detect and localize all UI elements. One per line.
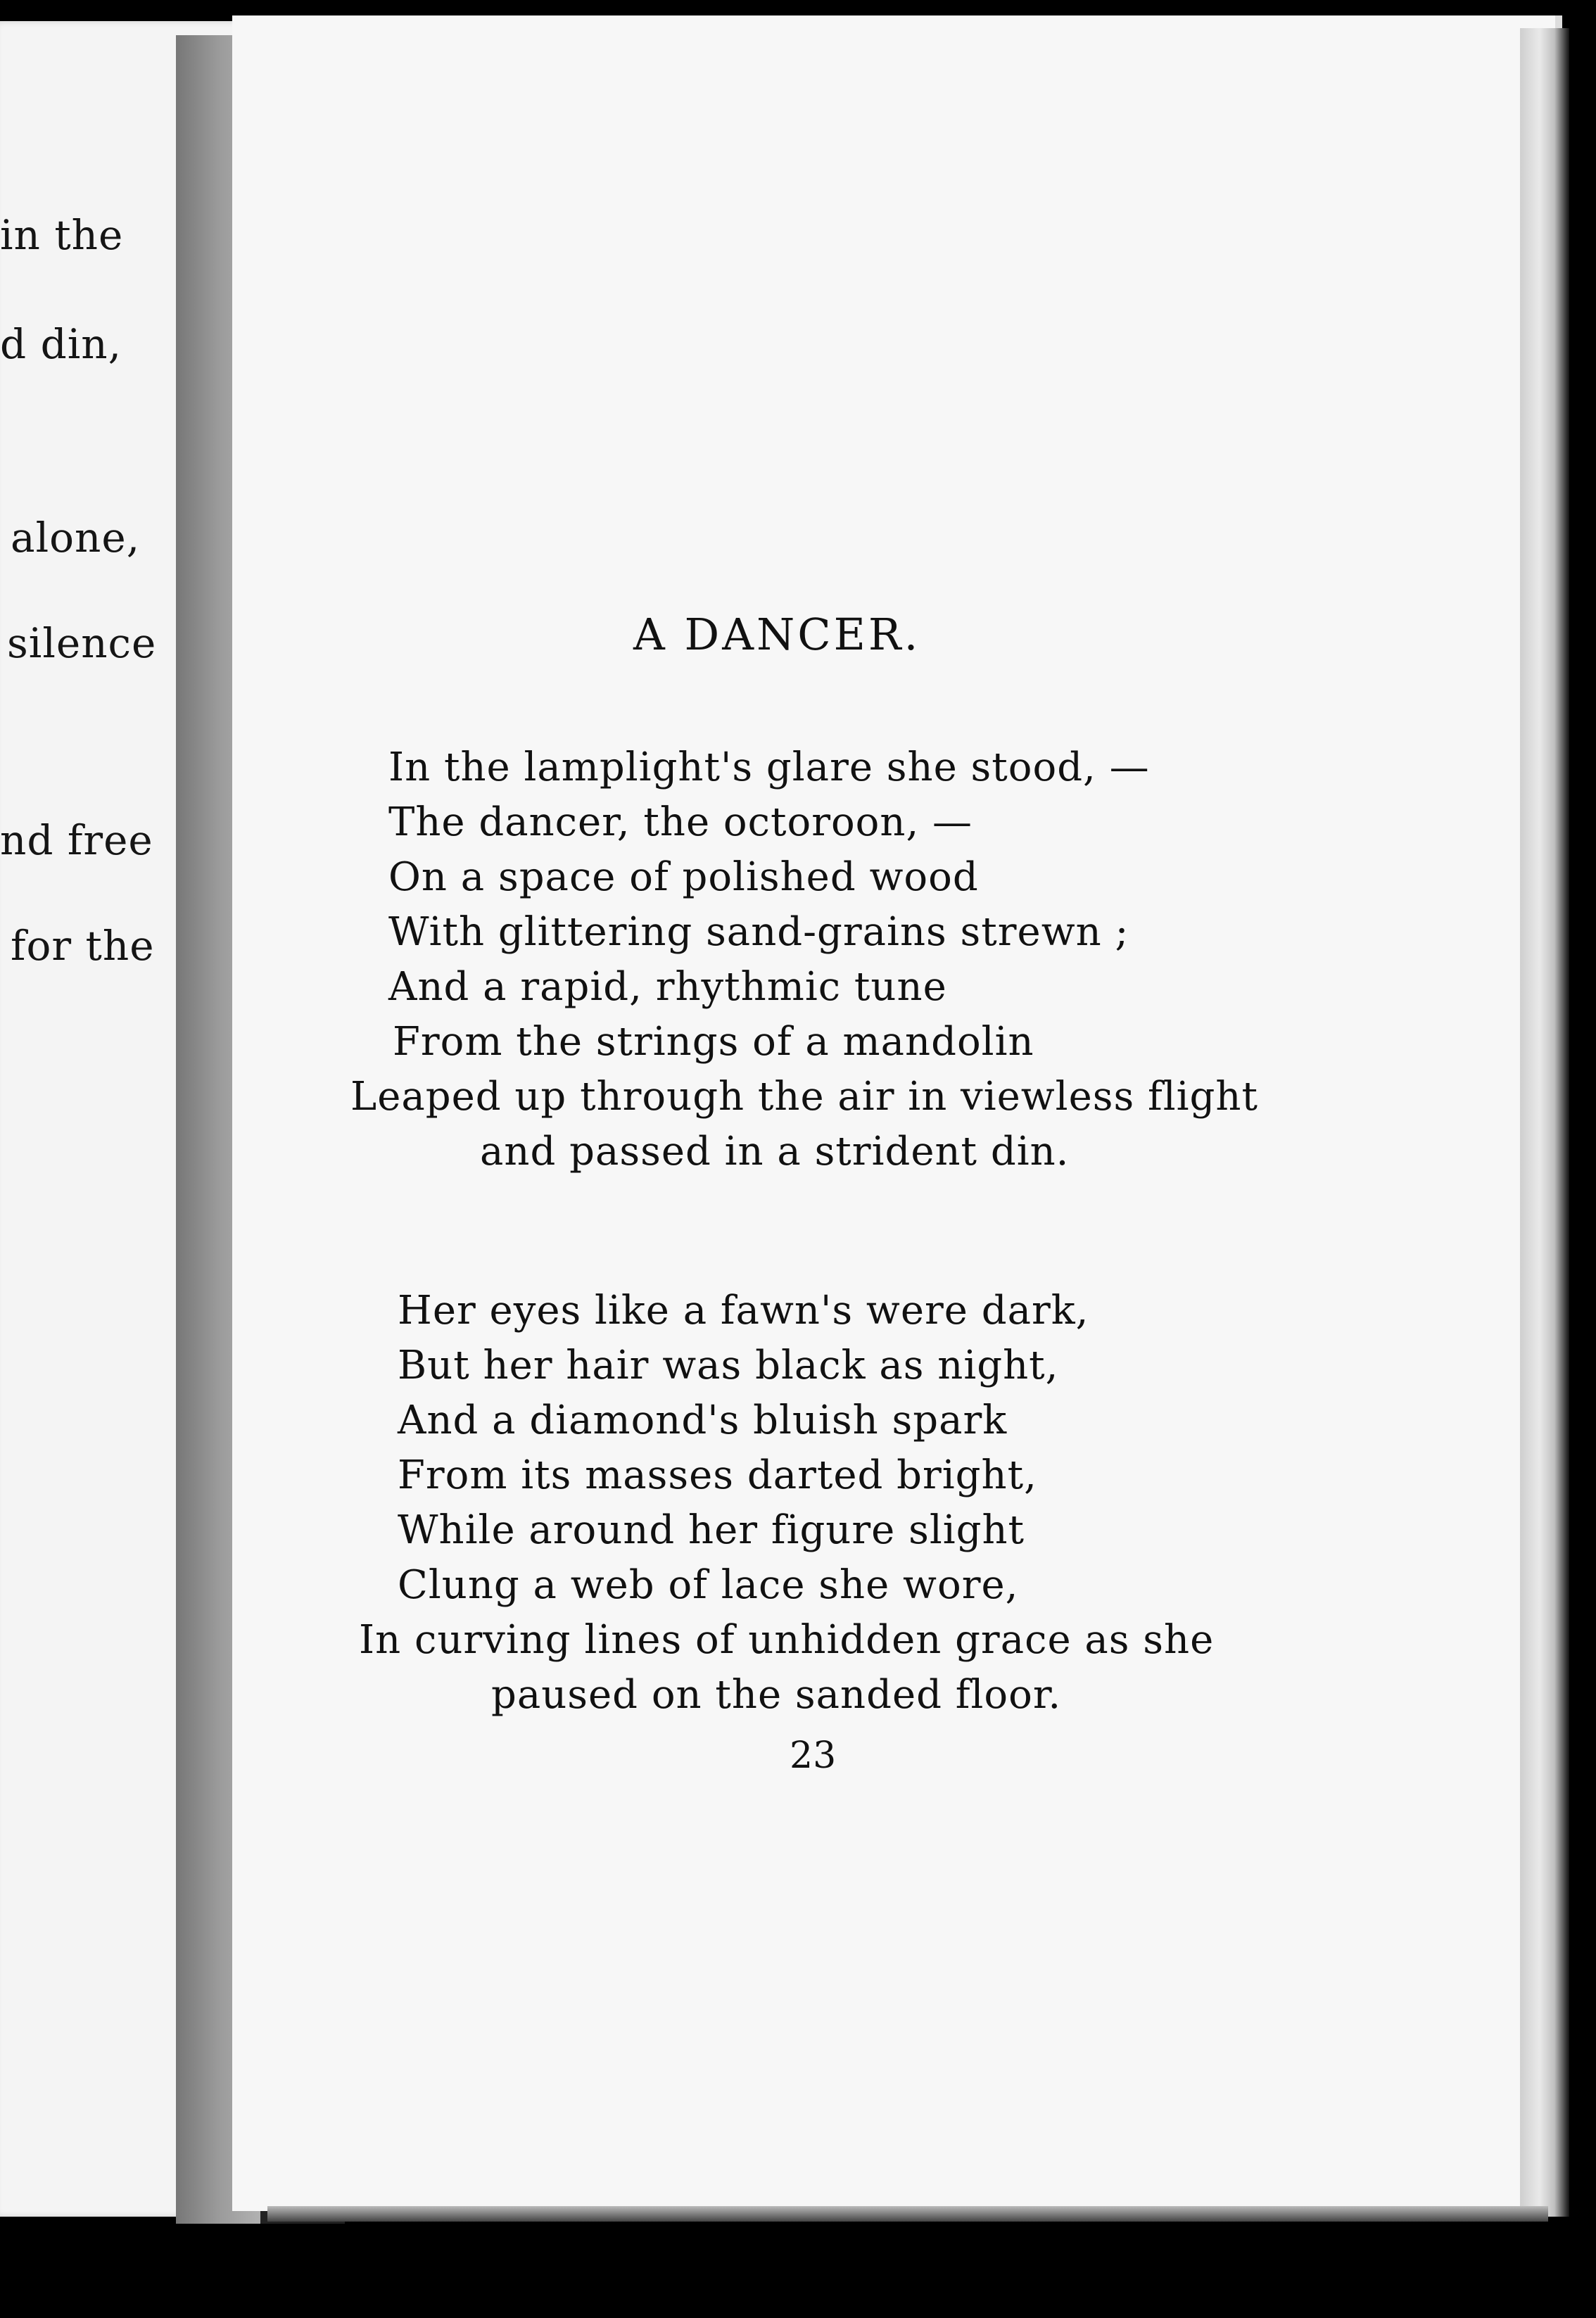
left-fragment: nd free: [0, 816, 153, 864]
page-number: 23: [790, 1735, 837, 1777]
page-bottom-edge: [267, 2206, 1548, 2222]
page-edge: [1520, 28, 1569, 2217]
poem-line: But her hair was black as night,: [398, 1343, 1059, 1388]
poem-line: In curving lines of unhidden grace as she: [359, 1617, 1215, 1663]
left-fragment: d din,: [0, 320, 122, 368]
poem-line: And a rapid, rhythmic tune: [388, 964, 947, 1010]
poem-line: Clung a web of lace she wore,: [398, 1562, 1019, 1608]
poem-line: While around her figure slight: [398, 1507, 1025, 1553]
poem-line: Leaped up through the air in viewless flight: [350, 1074, 1258, 1120]
poem-line: Her eyes like a fawn's were dark,: [398, 1288, 1089, 1334]
poem-line: and passed in a strident din.: [480, 1129, 1070, 1174]
left-fragment: alone,: [11, 514, 141, 562]
left-fragment: for the: [11, 922, 155, 970]
poem-line: With glittering sand-grains strewn ;: [388, 909, 1129, 955]
poem-title: A DANCER.: [633, 609, 921, 660]
left-fragment: in the: [0, 211, 124, 259]
left-fragment: silence: [7, 619, 157, 667]
poem-line: On a space of polished wood: [388, 854, 979, 900]
poem-line: paused on the sanded floor.: [491, 1672, 1062, 1718]
poem-line: In the lamplight's glare she stood, —: [388, 745, 1150, 790]
poem-line: From the strings of a mandolin: [393, 1019, 1034, 1065]
poem-line: From its masses darted bright,: [398, 1452, 1037, 1498]
poem-line: The dancer, the octoroon, —: [388, 799, 973, 845]
poem-line: And a diamond's bluish spark: [398, 1398, 1008, 1443]
